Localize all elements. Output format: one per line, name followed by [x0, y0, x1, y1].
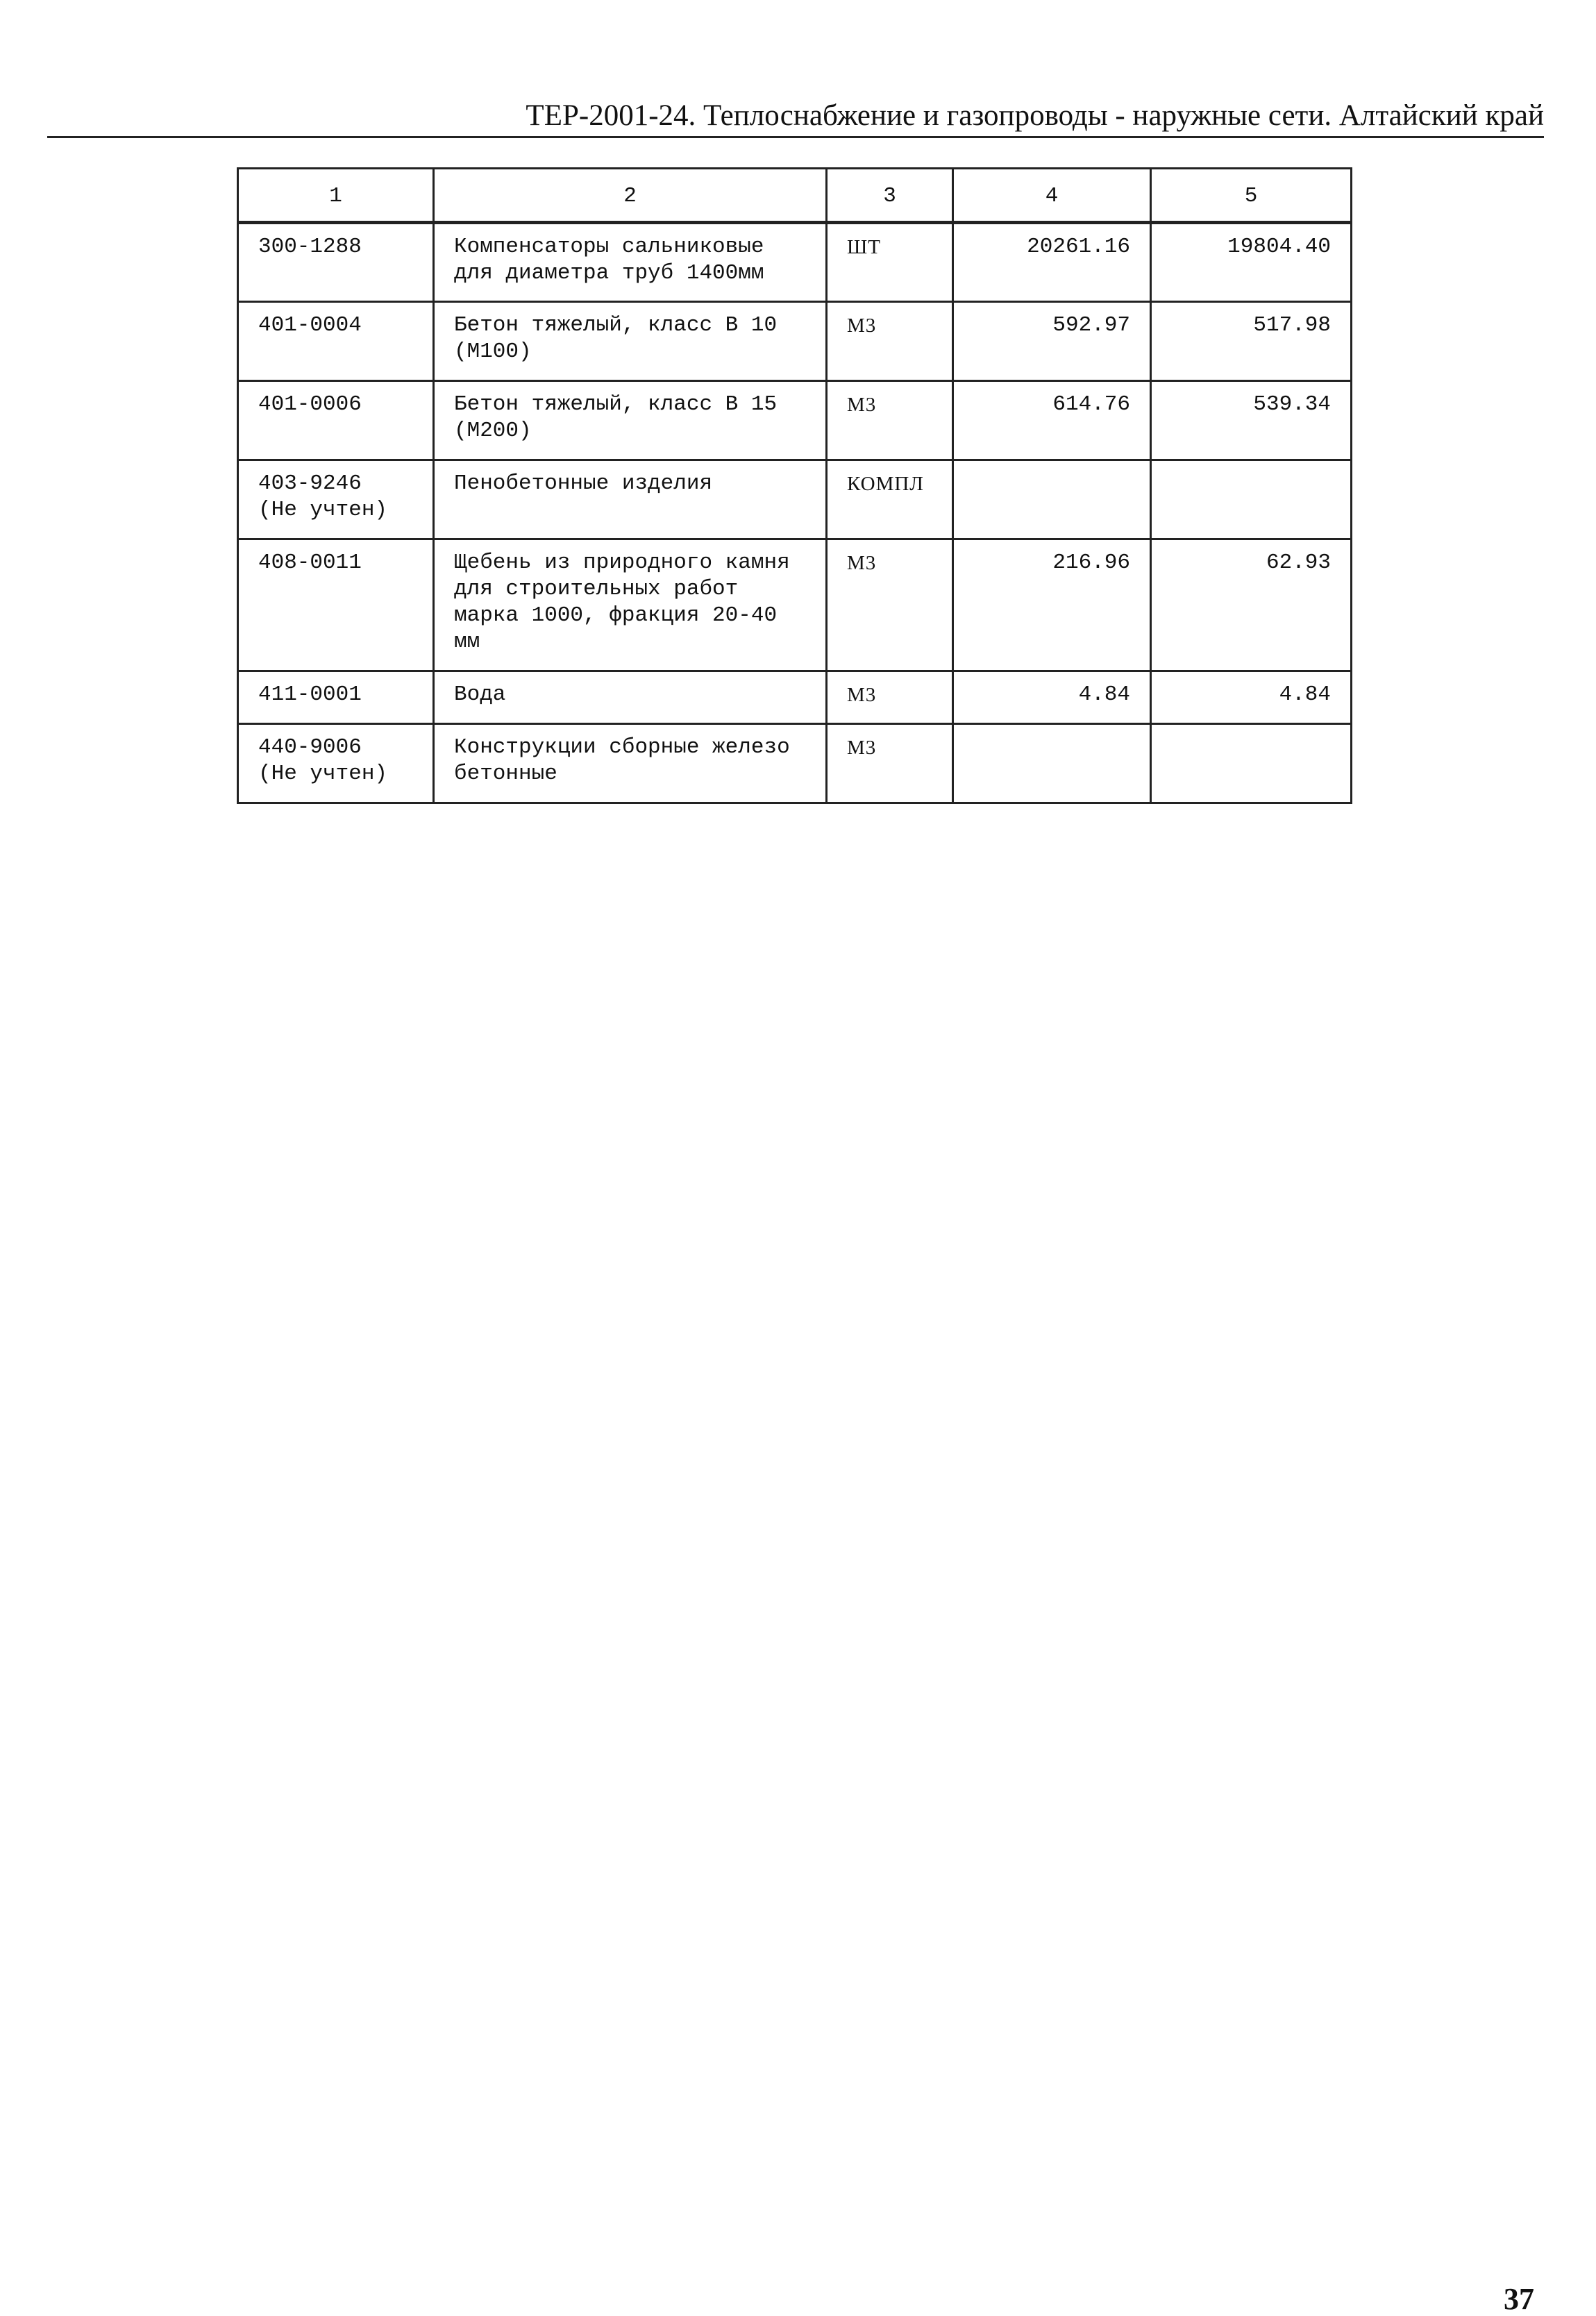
price-value-col4 — [953, 724, 1151, 803]
resource-name: Вода — [434, 671, 827, 724]
price-value-col4: 592.97 — [953, 302, 1151, 381]
unit-of-measure: М3 — [827, 671, 953, 724]
column-header-3: 3 — [827, 169, 953, 223]
table-row — [238, 223, 1352, 302]
price-value-col4 — [953, 460, 1151, 539]
price-value-col5: 539.34 — [1151, 381, 1352, 460]
price-value-col5: 62.93 — [1151, 539, 1352, 671]
price-value-col4: 20261.16 — [953, 223, 1151, 302]
table-row — [238, 302, 1352, 381]
table-row — [238, 671, 1352, 724]
column-header-5: 5 — [1151, 169, 1352, 223]
price-value-col5 — [1151, 724, 1352, 803]
unit-of-measure: КОМПЛ — [827, 460, 953, 539]
resource-code: 440-9006 (Не учтен) — [238, 724, 434, 803]
unit-of-measure: М3 — [827, 539, 953, 671]
price-value-col4: 216.96 — [953, 539, 1151, 671]
resource-name: Пенобетонные изделия — [434, 460, 827, 539]
unit-of-measure: М3 — [827, 381, 953, 460]
table-row — [238, 460, 1352, 539]
resource-name: Конструкции сборные железо бетонные — [434, 724, 827, 803]
unit-of-measure: М3 — [827, 302, 953, 381]
table-row — [238, 381, 1352, 460]
document-title: ТЕР-2001-24. Теплоснабжение и газопроводы - наружные сети. Алтайский край — [526, 99, 1544, 132]
resource-name: Щебень из природного камня для строительных работ марка 1000, фракция 20-40 мм — [434, 539, 827, 671]
resource-code: 401-0006 — [238, 381, 434, 460]
price-value-col4: 614.76 — [953, 381, 1151, 460]
resource-code: 300-1288 — [238, 223, 434, 302]
column-header-1: 1 — [238, 169, 434, 223]
price-value-col5 — [1151, 460, 1352, 539]
unit-of-measure: ШТ — [827, 223, 953, 302]
price-value-col5: 19804.40 — [1151, 223, 1352, 302]
resource-code: 411-0001 — [238, 671, 434, 724]
table-header-row — [238, 169, 1352, 223]
page-number: 37 — [1504, 2282, 1534, 2316]
table-row — [238, 539, 1352, 671]
resource-name: Компенсаторы сальниковые для диаметра труб 1400мм — [434, 223, 827, 302]
table-row — [238, 724, 1352, 803]
column-header-4: 4 — [953, 169, 1151, 223]
resource-code: 408-0011 — [238, 539, 434, 671]
resource-code: 401-0004 — [238, 302, 434, 381]
price-value-col5: 4.84 — [1151, 671, 1352, 724]
resource-name: Бетон тяжелый, класс В 15 (М200) — [434, 381, 827, 460]
price-value-col5: 517.98 — [1151, 302, 1352, 381]
column-header-2: 2 — [434, 169, 827, 223]
unit-of-measure: М3 — [827, 724, 953, 803]
resource-price-table — [237, 167, 1352, 804]
resource-name: Бетон тяжелый, класс В 10 (М100) — [434, 302, 827, 381]
resource-code: 403-9246 (Не учтен) — [238, 460, 434, 539]
price-value-col4: 4.84 — [953, 671, 1151, 724]
page-header — [47, 94, 1544, 138]
